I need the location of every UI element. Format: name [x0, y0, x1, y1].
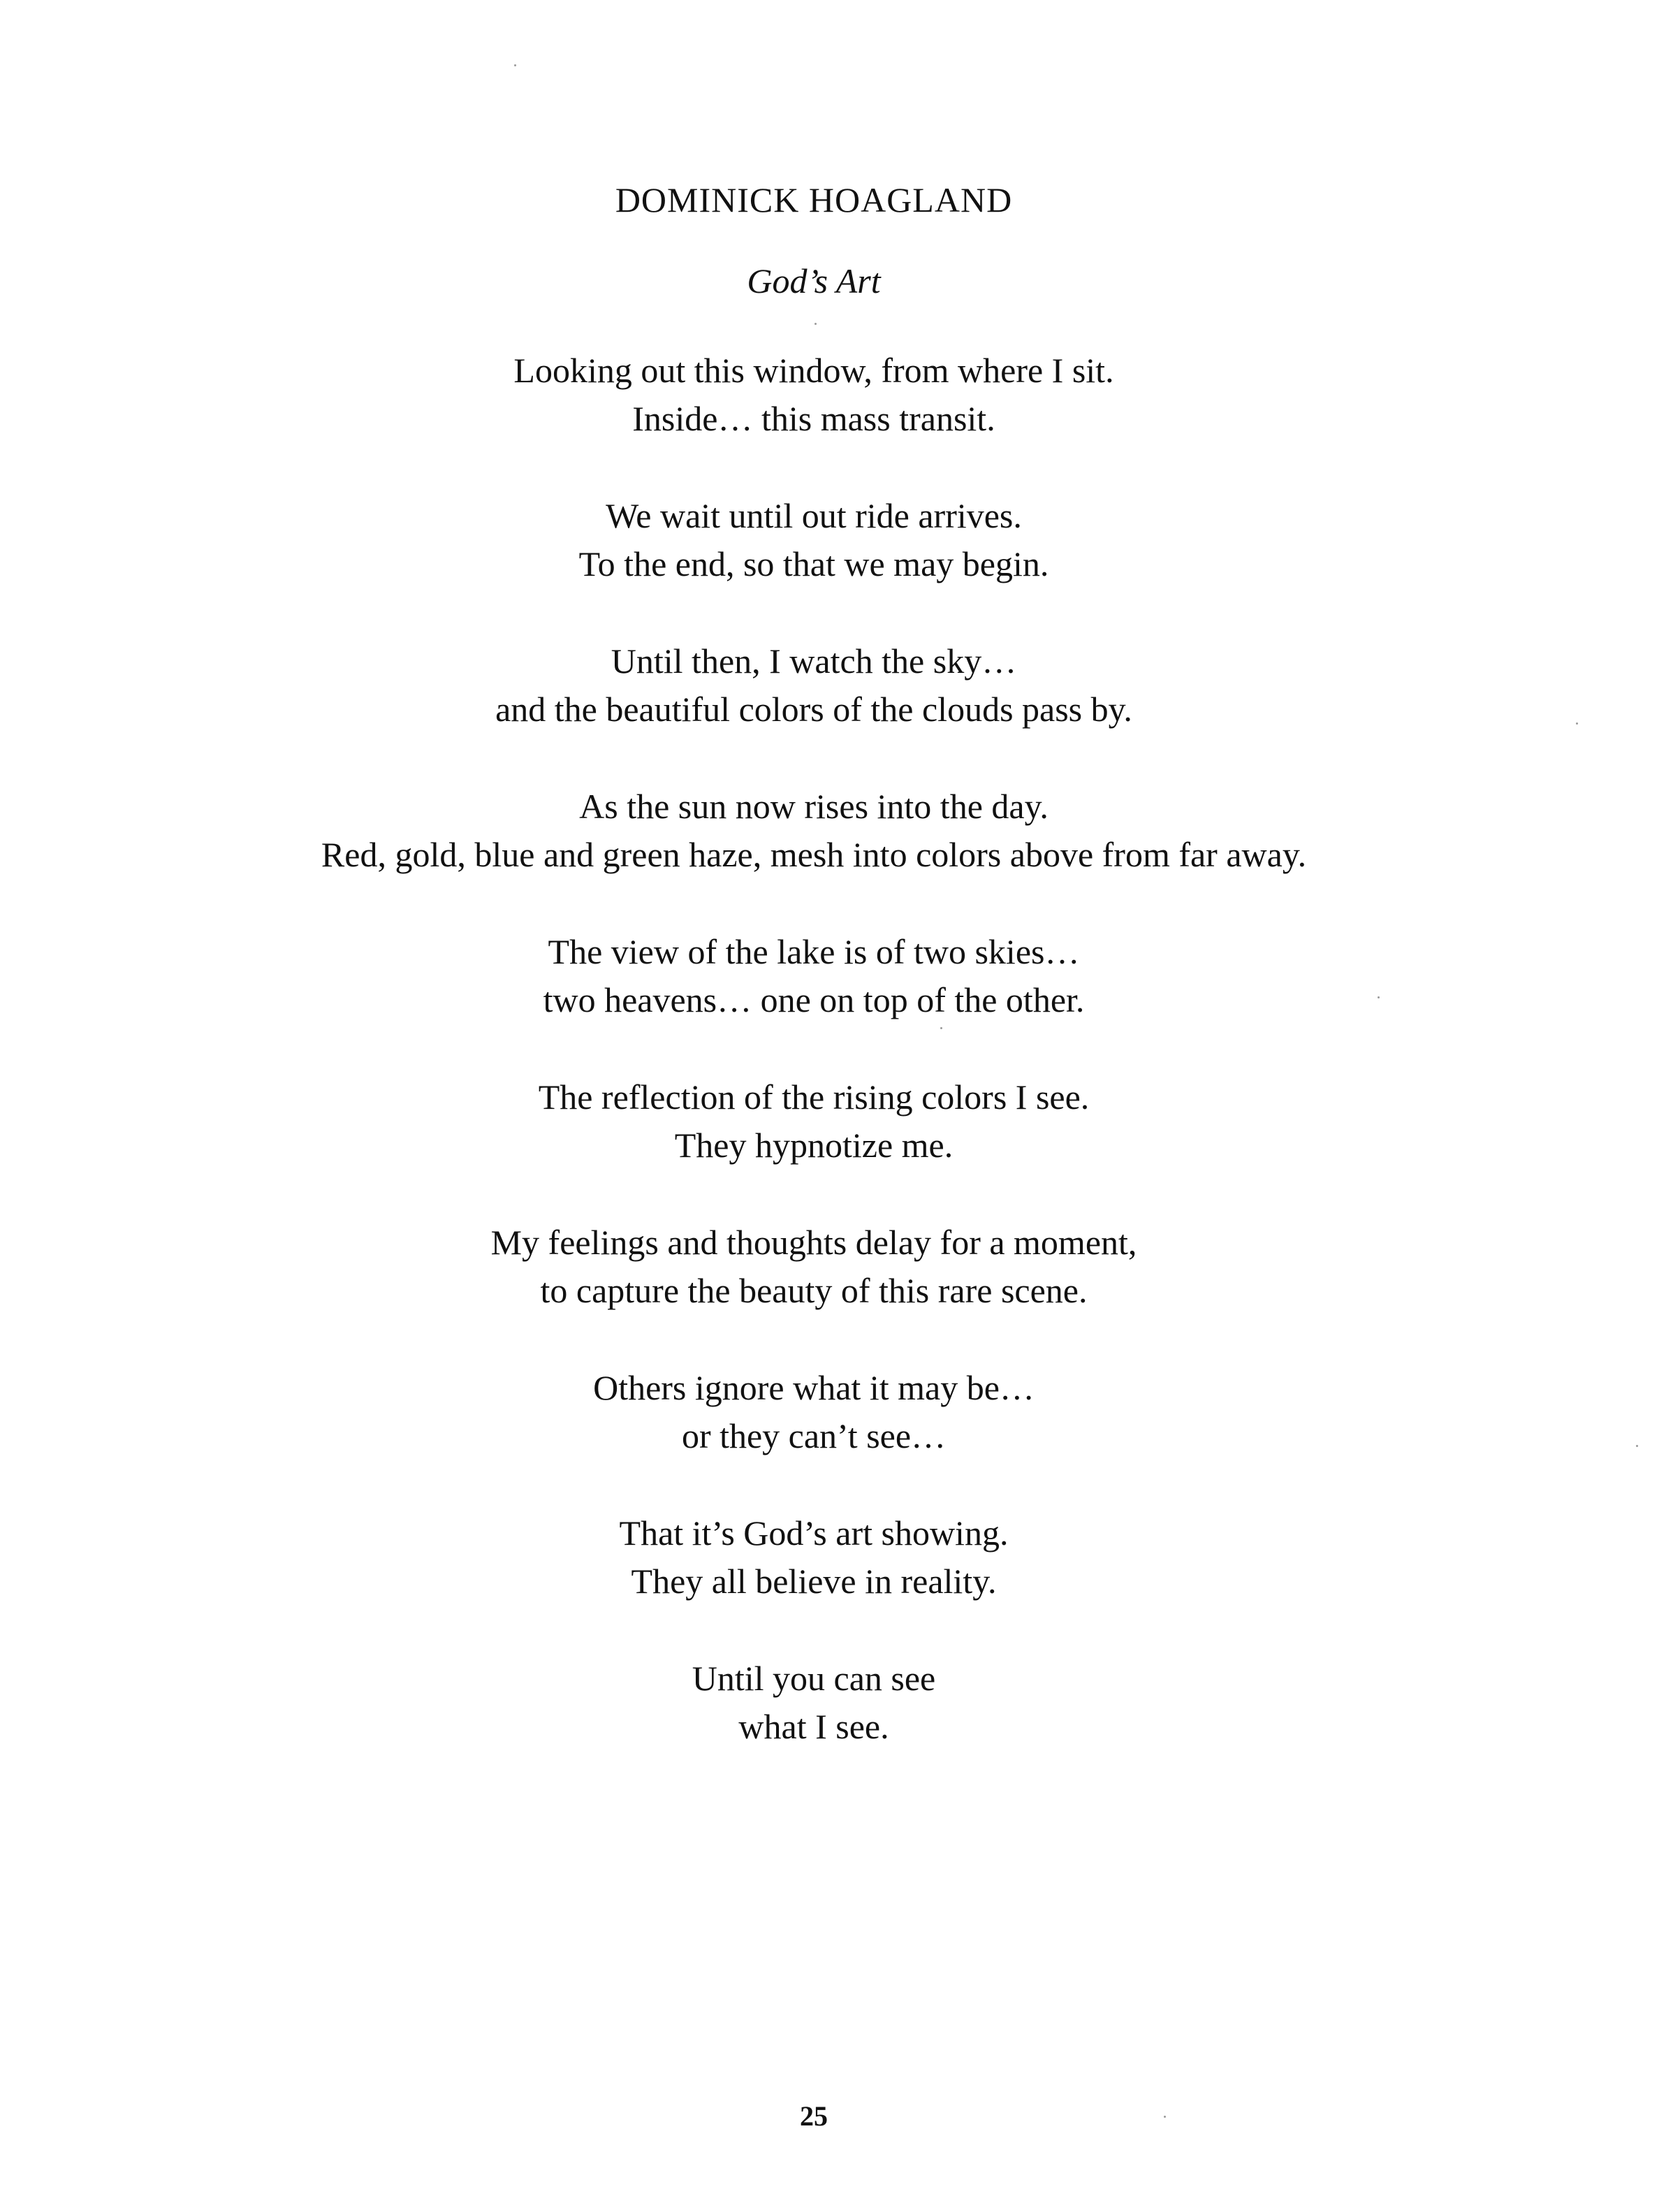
stanza: [0, 783, 1628, 928]
poem-body: [0, 347, 1628, 1800]
scan-speck: [815, 323, 817, 325]
poem-line: As the sun now rises into the day.: [579, 787, 1049, 826]
poem-line: what I see.: [738, 1707, 889, 1746]
scan-speck: [1164, 2116, 1166, 2118]
scan-speck: [1576, 722, 1578, 725]
poem-line: and the beautiful colors of the clouds pass by.: [495, 690, 1132, 729]
page-number: 25: [800, 2100, 828, 2132]
poem-line: Others ignore what it may be…: [593, 1368, 1035, 1407]
poem-line: Inside… this mass transit.: [632, 399, 995, 438]
poem-line: My feelings and thoughts delay for a moment,: [490, 1223, 1137, 1262]
scan-speck: [514, 64, 516, 66]
poem-line: To the end, so that we may begin.: [578, 544, 1049, 583]
poem-line: We wait until out ride arrives.: [606, 496, 1022, 535]
scan-speck: [1636, 1445, 1638, 1447]
stanza: [0, 637, 1628, 783]
poem-line: The view of the lake is of two skies…: [548, 932, 1080, 971]
scan-speck: [1378, 996, 1380, 998]
poem-line: They hypnotize me.: [674, 1126, 954, 1165]
stanza: [0, 347, 1628, 492]
poem-line: Until you can see: [692, 1659, 936, 1698]
poem-line: Red, gold, blue and green haze, mesh into colors above from far away.: [321, 835, 1307, 874]
stanza: [0, 492, 1628, 637]
poem-line: two heavens… one on top of the other.: [543, 980, 1085, 1019]
poem-title: God’s Art: [747, 261, 881, 300]
poem-line: They all believe in reality.: [631, 1562, 997, 1601]
stanza: [0, 1509, 1628, 1655]
poem-line: That it’s God’s art showing.: [619, 1513, 1009, 1553]
poem-line: The reflection of the rising colors I see.: [538, 1077, 1090, 1117]
stanza: [0, 928, 1628, 1073]
stanza: [0, 1073, 1628, 1219]
poem-line: to capture the beauty of this rare scene.: [540, 1271, 1088, 1310]
stanza: [0, 1219, 1628, 1364]
author-name: DOMINICK HOAGLAND: [615, 180, 1013, 219]
poem-line: Looking out this window, from where I sit.: [513, 351, 1114, 390]
poem-line: Until then, I watch the sky…: [611, 641, 1017, 681]
stanza: [0, 1364, 1628, 1509]
scan-speck: [940, 1027, 942, 1029]
poem-line: or they can’t see…: [681, 1416, 947, 1455]
stanza: [0, 1655, 1628, 1800]
